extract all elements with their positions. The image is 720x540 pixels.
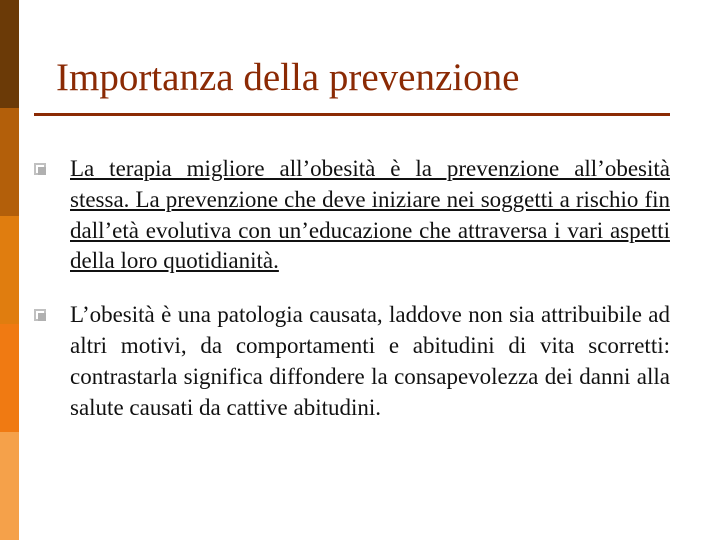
- title-underline-rule: [34, 113, 670, 116]
- sidebar-segment: [0, 432, 19, 540]
- bullet-text: L’obesità è una patologia causata, laddove non sia attribuibile ad altri motivi, da comportamenti e abitudini di vita scorretti: contrastarla significa diffondere la consapevolezza dei danni alla salute causati da cattive abitudini.: [70, 302, 670, 420]
- bullet-text: La terapia migliore all’obesità è la prevenzione all’obesità stessa. La prevenzione che deve iniziare nei soggetti a rischio fin dall’età evolutiva con un’educazione che attraversa i vari aspetti della loro quotidianità.: [70, 156, 670, 274]
- bullet-list: [34, 131, 670, 446]
- bullet-item: [34, 300, 670, 423]
- sidebar-segment: [0, 108, 19, 216]
- slide-title: Importanza della prevenzione: [56, 56, 520, 99]
- sidebar-segment: [0, 0, 19, 108]
- sidebar-segment: [0, 324, 19, 432]
- decorative-sidebar: [0, 0, 19, 540]
- square-bullet-icon: [34, 163, 46, 175]
- square-bullet-icon: [34, 309, 46, 321]
- sidebar-segment: [0, 216, 19, 324]
- bullet-item: [34, 154, 670, 277]
